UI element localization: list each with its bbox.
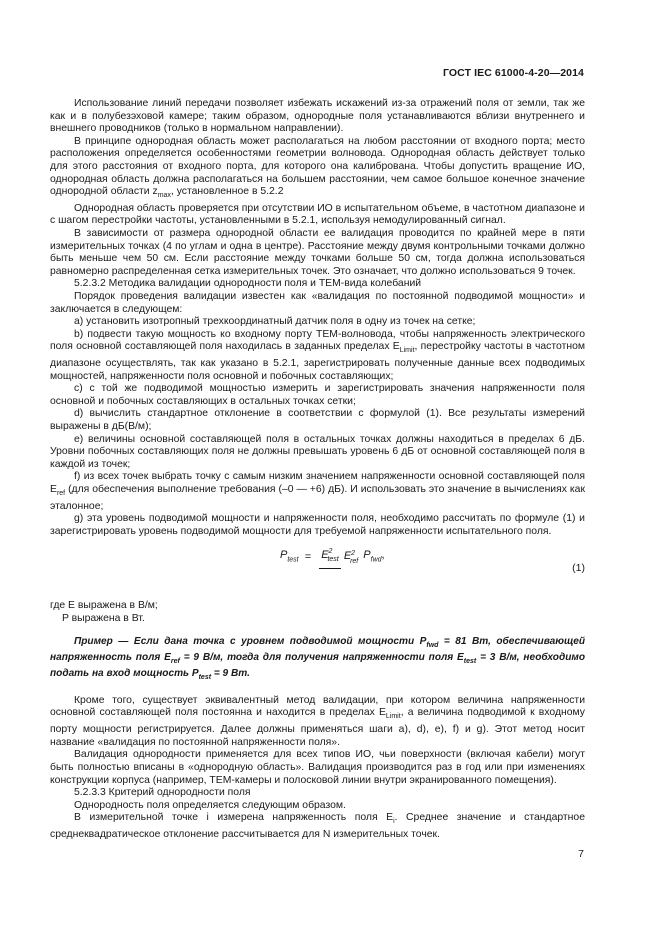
example-note: Пример — Если дана точка с уровнем подводимой мощности $P_{fwd} = 81$ Вт, обеспечивающей напряженность поля $E_{ref} = 9$ В/м, тогда для получения напряженности поля $E_{test} = 3$ В/м, необходимо подать на вход мощность $P_{test} = 9$ Вт. bbox=[50, 635, 585, 682]
list-item: a) установить изотропный трехкоординатный датчик поля в одну из точек на сетке; bbox=[74, 316, 476, 328]
paragraph: Однородная область проверяется при отсутствии ИО в испытательном объеме, в частотном диапазоне и с шагом перестройки частоты, установленными в 5.2.1, используя немодулированный сигнал. bbox=[50, 202, 585, 227]
list-item: f) из всех точек выбрать точку с самым низким значением напряженности основной составляющей поля $E_{ref}$ (для обеспечения выполнение требования (–0 — +6) дБ). И использовать это значение в вычислениях как эталонное; bbox=[50, 471, 585, 512]
paragraph: Однородность поля определяется следующим образом. bbox=[74, 799, 346, 811]
document-header: ГОСТ IEC 61000-4-20—2014 bbox=[442, 67, 584, 79]
paragraph: Кроме того, существует эквивалентный метод валидации, при котором величина напряженности основной составляющей поля постоянна и находится в пределах $E_{Limit}$, а величина подводимой к входному порту мощности регистрируется. Далее должны применяться шаги a), d), e), f) и g). Этот метод носит название «валидация по постоянной напряженности поля». bbox=[50, 694, 585, 748]
list-item: c) с той же подводимой мощностью измерить и зарегистрировать значения напряженности поля основной и побочных составляющих в остальных точках сетки; bbox=[50, 383, 585, 407]
paragraph: P выражена в Вт. bbox=[62, 613, 145, 625]
paragraph: Использование линий передачи позволяет избежать искажений из-за отражений поля от земли, так же как и в полубезэховой камере; таким образом, однородные поля устанавливаются вблизи внутреннего и внешнего проводников (только в нормальном направлении). bbox=[50, 98, 585, 135]
page-body bbox=[50, 98, 585, 842]
page-number: 7 bbox=[578, 848, 584, 860]
formula-number: (1) bbox=[572, 562, 585, 575]
list-item: b) подвести такую мощность ко входному порту ТЕМ-волновода, чтобы напряженность электрического поля основной составляющей поля находилась в заданных пределах $E_{Limit}$, перестройку частоты в частотном диапазоне осуществлять, так как указано в 5.2.1, зарегистрировать полученные данные всех подводимых мощностей, напряженности поля основной и побочных составляющих; bbox=[50, 328, 585, 382]
paragraph: Валидация однородности применяется для всех типов ИО, чьи поверхности (включая кабели) могут быть полностью вписаны в «однородную область». Валидация производится раз в год или при изменениях конструкции корпуса (например, ТЕМ-камеры и полосковой линии внутри экранированного помещения). bbox=[50, 749, 585, 786]
paragraph: где E выражена в В/м; bbox=[50, 600, 158, 612]
paragraph: В принципе однородная область может располагаться на любом расстоянии от входного порта; место расположения определяется особенностями геометрии волновода. Однородная область действует только для этого расстояния от входного порта, для которого она калибрована. Чтобы допустить вращение ИО, однородная область должна располагаться на большем расстоянии, чем самое большое конечное значение однородной области $z_{max}$, установленное в 5.2.2 bbox=[50, 135, 585, 200]
paragraph: В измерительной точке i измерена напряженность поля $E_i$. Среднее значение и стандартное среднеквадратическое отклонение рассчитывается для N измерительных точек. bbox=[50, 812, 585, 840]
formula-1: $P_{test} = E^2_{test}$ $E^2_{ref}$ $P_{fwd}$, (1) bbox=[280, 548, 585, 575]
formula-fraction: $E^2_{test}$ $E^2_{ref}$ bbox=[319, 546, 358, 568]
section-heading: 5.2.3.3 Критерий однородности поля bbox=[74, 787, 251, 799]
list-item: g) эта уровень подводимой мощности и напряженности поля, необходимо рассчитать по формуле (1) и зарегистрировать уровень подводимой мощности для требуемой напряженности испытательного поля. bbox=[50, 513, 585, 537]
list-item: e) величины основной составляющей поля в остальных точках должны находиться в пределах 6 дБ. Уровни побочных составляющих поля не должны превышать уровень 6 дБ от основной составляющей поля в каждой из точек; bbox=[50, 433, 585, 470]
section-heading: 5.2.3.2 Методика валидации однородности поля и ТЕМ-вида колебаний bbox=[74, 278, 422, 290]
list-item: d) вычислить стандартное отклонение в соответствии с формулой (1). Все результаты измерений выражены в дБ(В/м); bbox=[50, 408, 585, 432]
paragraph: Порядок проведения валидации известен как «валидация по постоянной подводимой мощности» и заключается в следующем: bbox=[50, 290, 585, 315]
paragraph: В зависимости от размера однородной области ее валидация проводится по крайней мере в пяти измерительных точках (4 по углам и одна в центре). Расстояние между двумя контрольными точками должно быть меньше чем 50 см. Если расстояние между точками больше 50 см, тогда должна использоваться равномерно распределенная сетка измерительных точек. Это означает, что должно использоваться 9 точек. bbox=[50, 228, 585, 277]
